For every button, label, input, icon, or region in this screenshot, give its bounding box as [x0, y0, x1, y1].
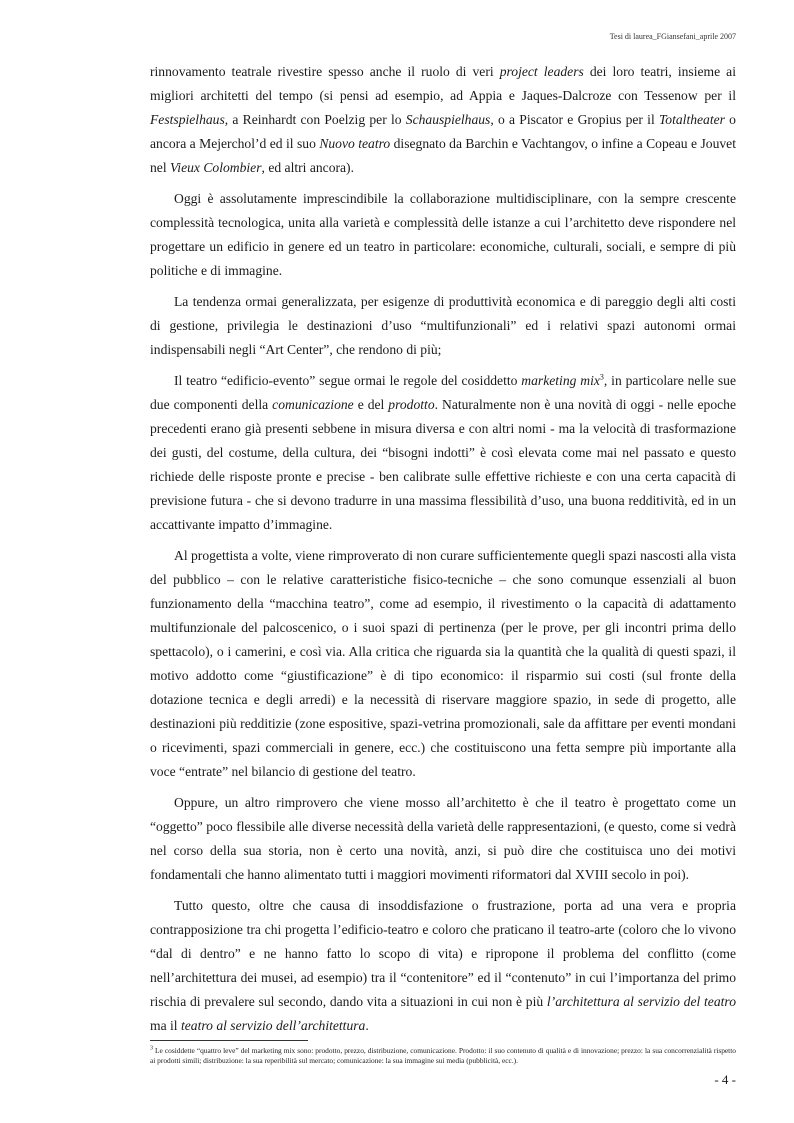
emphasis-text: marketing mix	[521, 373, 600, 388]
emphasis-text: Vieux Colombier	[170, 160, 262, 175]
emphasis-text: project leaders	[499, 64, 584, 79]
emphasis-text: Totaltheater	[658, 112, 725, 127]
text-run: Oggi è assolutamente imprescindibile la collaborazione multidisciplinare, con la sempre crescente complessità tecnologica, unita alla varietà e complessità delle istanze a cui l’architetto deve rispondere nel progettare un edificio in genere ed un teatro in particolare: economiche, culturali, sociali, e sempre di più politiche e di immagine.	[150, 191, 736, 278]
emphasis-text: Festspielhaus	[150, 112, 225, 127]
text-run: , in particolare nelle sue due componenti della	[150, 373, 736, 412]
body-text	[150, 60, 736, 1045]
footnote-marker: 3	[150, 1045, 153, 1052]
text-run: e del	[353, 397, 389, 412]
text-run: ma il	[150, 1018, 181, 1033]
running-header: Tesi di laurea_FGiansefani_aprile 2007	[609, 32, 736, 41]
paragraph	[150, 791, 736, 887]
footnote-ref: 3	[599, 372, 604, 382]
page-number: - 4 -	[714, 1072, 736, 1087]
text-run: disegnato da Barchin e Vachtangov, o infine a Copeau e Jouvet nel	[150, 136, 736, 175]
paragraph	[150, 60, 736, 180]
text-run: Tutto questo, oltre che causa di insoddisfazione o frustrazione, porta ad una vera e propria contrapposizione tra chi progetta l’edificio-teatro e coloro che praticano il teatro-arte (coloro che lo vivono “dal di dentro” e ne hanno fatto lo scopo di vita) e ripropone il problema del conflitto (come nell’architettura dei musei, ad esempio) tra il “contenitore” ed il “contenuto” in cui l’importanza del primo rischia di prevalere sul secondo, dando vita a situazioni in cui non è più	[150, 898, 736, 1009]
text-run: o ancora a Mejerchol’d ed il suo	[150, 112, 736, 151]
emphasis-text: Schauspielhaus	[405, 112, 491, 127]
paragraph	[150, 290, 736, 362]
paragraph	[150, 544, 736, 784]
paragraph	[150, 894, 736, 1038]
text-run: rinnovamento teatrale rivestire spesso anche il ruolo di veri	[150, 64, 500, 79]
emphasis-text: prodotto	[388, 397, 435, 412]
emphasis-text: Nuovo teatro	[319, 136, 391, 151]
text-run: , a Reinhardt con Poelzig per lo	[224, 112, 406, 127]
paragraph	[150, 187, 736, 283]
text-run: , ed altri ancora).	[261, 160, 354, 175]
text-run: La tendenza ormai generalizzata, per esigenze di produttività economica e di pareggio degli alti costi di gestione, privilegia le destinazioni d’uso “multifunzionali” ed i relativi spazi autonomi ormai indispensabili negli “Art Center”, che rendono di più;	[150, 294, 736, 357]
text-run: Oppure, un altro rimprovero che viene mosso all’architetto è che il teatro è progettato come un “oggetto” poco flessibile alle diverse necessità della varietà delle rappresentazioni, (e questo, come si vedrà nel corso della sua storia, non è certo una novità, anzi, si può dire che costituisca uno dei motivi fondamentali che hanno alimentato tutti i maggiori movimenti riformatori dal XVIII secolo in poi).	[150, 795, 736, 882]
emphasis-text: comunicazione	[272, 397, 354, 412]
emphasis-text: l’architettura al servizio del teatro	[546, 994, 736, 1009]
emphasis-text: teatro al servizio dell’architettura	[180, 1018, 366, 1033]
footnote	[150, 1046, 736, 1066]
paragraph	[150, 369, 736, 537]
text-run: .	[365, 1018, 369, 1033]
text-run: dei loro teatri, insieme ai migliori architetti del tempo (si pensi ad esempio, ad Appia e Jaques-Dalcroze con Tessenow per il	[150, 64, 736, 103]
footnote-text: Le cosiddette “quattro leve” del marketing mix sono: prodotto, prezzo, distribuzione, comunicazione. Prodotto: il suo contenuto di qualità e di innovazione; prezzo: la sua concorrenzialità rispetto ai prodotti simili; distribuzione: la sua reperibilità sul mercato; comunicazione: la sua immagine sui media (pubblicità, ecc.).	[150, 1046, 736, 1065]
text-run: Al progettista a volte, viene rimproverato di non curare sufficientemente quegli spazi nascosti alla vista del pubblico – con le relative caratteristiche fisico-tecniche – che sono comunque essenziali al buon funzionamento della “macchina teatro”, come ad esempio, il rivestimento o la capacità di adattamento multifunzionale del palcoscenico, o i suoi spazi di pertinenza (per le prove, per gli incontri prima dello spettacolo), o i camerini, e così via. Alla critica che riguarda sia la quantità che la qualità di questi spazi, il motivo addotto come “giustificazione” è di tipo economico: il risparmio sui costi (sul fronte della dotazione tecnica e degli arredi) e la necessità di riservare maggiore spazio, in sede di progetto, alle destinazioni più redditizie (zone espositive, spazi-vetrina promozionali, sale da affittare per eventi mondani o ricevimenti, spazi commerciali in genere, ecc.) che costituiscono una fetta sempre più importante alla voce “entrate” nel bilancio di gestione del teatro.	[150, 548, 736, 779]
text-run: , o a Piscator e Gropius per il	[490, 112, 659, 127]
text-run: . Naturalmente non è una novità di oggi - nelle epoche precedenti erano già presenti sebbene in misura diversa e con altri nomi - ma la velocità di trasformazione dei gusti, del costume, della cultura, dei “bisogni indotti” è così elevata come mai nel passato e questo richiede delle risposte pronte e precise - ben calibrate sulle effettive richieste e con una certa capacità di previsione futura - che si devono tradurre in una massima flessibilità d’uso, una buona redditività, ed in un accattivante impatto d’immagine.	[150, 397, 736, 532]
text-run: Il teatro “edificio-evento” segue ormai le regole del cosiddetto	[174, 373, 522, 388]
footnote-divider	[150, 1040, 308, 1041]
